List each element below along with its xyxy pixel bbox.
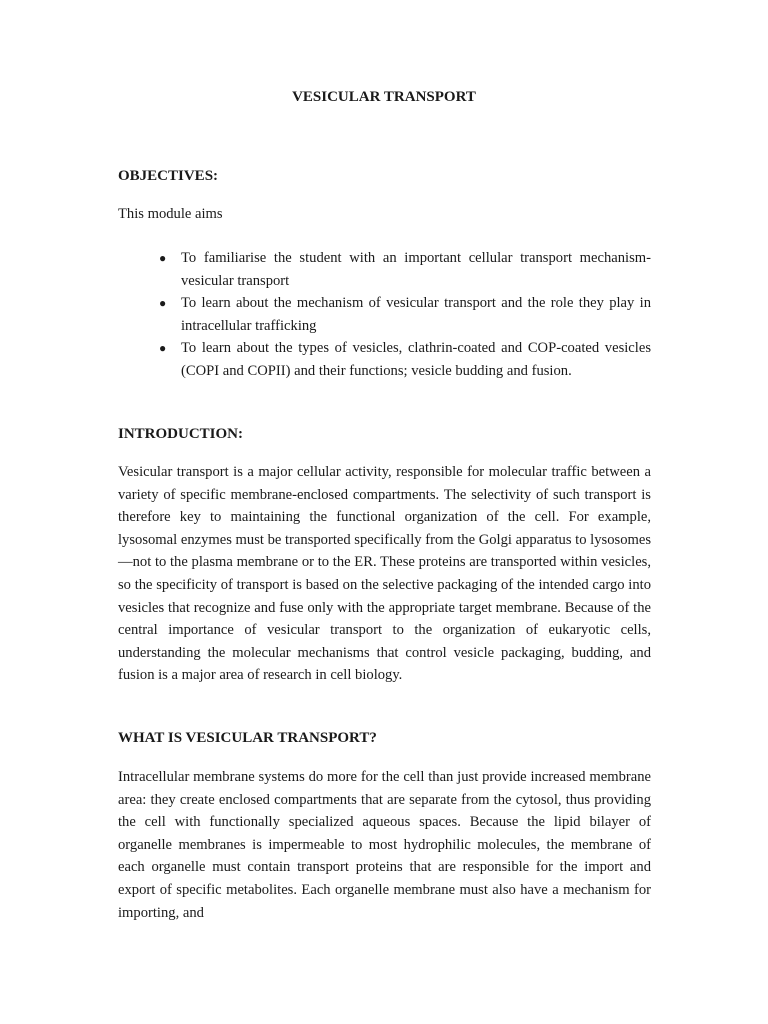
what-is-heading: WHAT IS VESICULAR TRANSPORT? bbox=[118, 730, 377, 746]
bullet-icon: ● bbox=[159, 341, 167, 356]
objective-item bbox=[159, 292, 651, 337]
objectives-heading: OBJECTIVES: bbox=[118, 168, 219, 184]
what-is-paragraph: Intracellular membrane systems do more for the cell than just provide increased membrane area: they create enclosed compartments that are separate from the cytosol, thus providing the cell with functionally specialized aqueous spaces. Because the lipid bilayer of organelle membranes is impermeable to most hydrophilic molecules, the membrane of each organelle must contain transport proteins that are responsible for the import and export of specific metabolites. Each organelle membrane must also have a mechanism for importing, and bbox=[118, 769, 651, 921]
objectives-intro: This module aims bbox=[118, 206, 223, 222]
objective-text: To learn about the types of vesicles, clathrin-coated and COP-coated vesicles (COPI and COPII) and their functions; vesicle budding and fusion. bbox=[181, 340, 651, 379]
objectives-list bbox=[159, 247, 651, 383]
document-title: VESICULAR TRANSPORT bbox=[292, 89, 476, 105]
introduction-paragraph: Vesicular transport is a major cellular activity, responsible for molecular traffic between a variety of specific membrane-enclosed compartments. The selectivity of such transport is therefore key to maintaining the functional organization of the cell. For example, lysosomal enzymes must be transported specifically from the Golgi apparatus to lysosomes—not to the plasma membrane or to the ER. These proteins are transported within vesicles, so the specificity of transport is based on the selective packaging of the intended cargo into vesicles that recognize and fuse only with the appropriate target membrane. Because of the central importance of vesicular transport to the organization of eukaryotic cells, understanding the molecular mechanisms that control vesicle packaging, budding, and fusion is a major area of research in cell biology. bbox=[118, 464, 651, 684]
bullet-icon: ● bbox=[159, 251, 167, 265]
introduction-heading: INTRODUCTION: bbox=[118, 426, 244, 442]
objective-item bbox=[159, 337, 651, 382]
objective-item bbox=[159, 247, 651, 292]
objective-text: To learn about the mechanism of vesicular transport and the role they play in intracellular trafficking bbox=[181, 295, 651, 334]
bullet-icon: ● bbox=[159, 296, 167, 311]
objective-text: To familiarise the student with an important cellular transport mechanism-vesicular transport bbox=[181, 250, 651, 289]
